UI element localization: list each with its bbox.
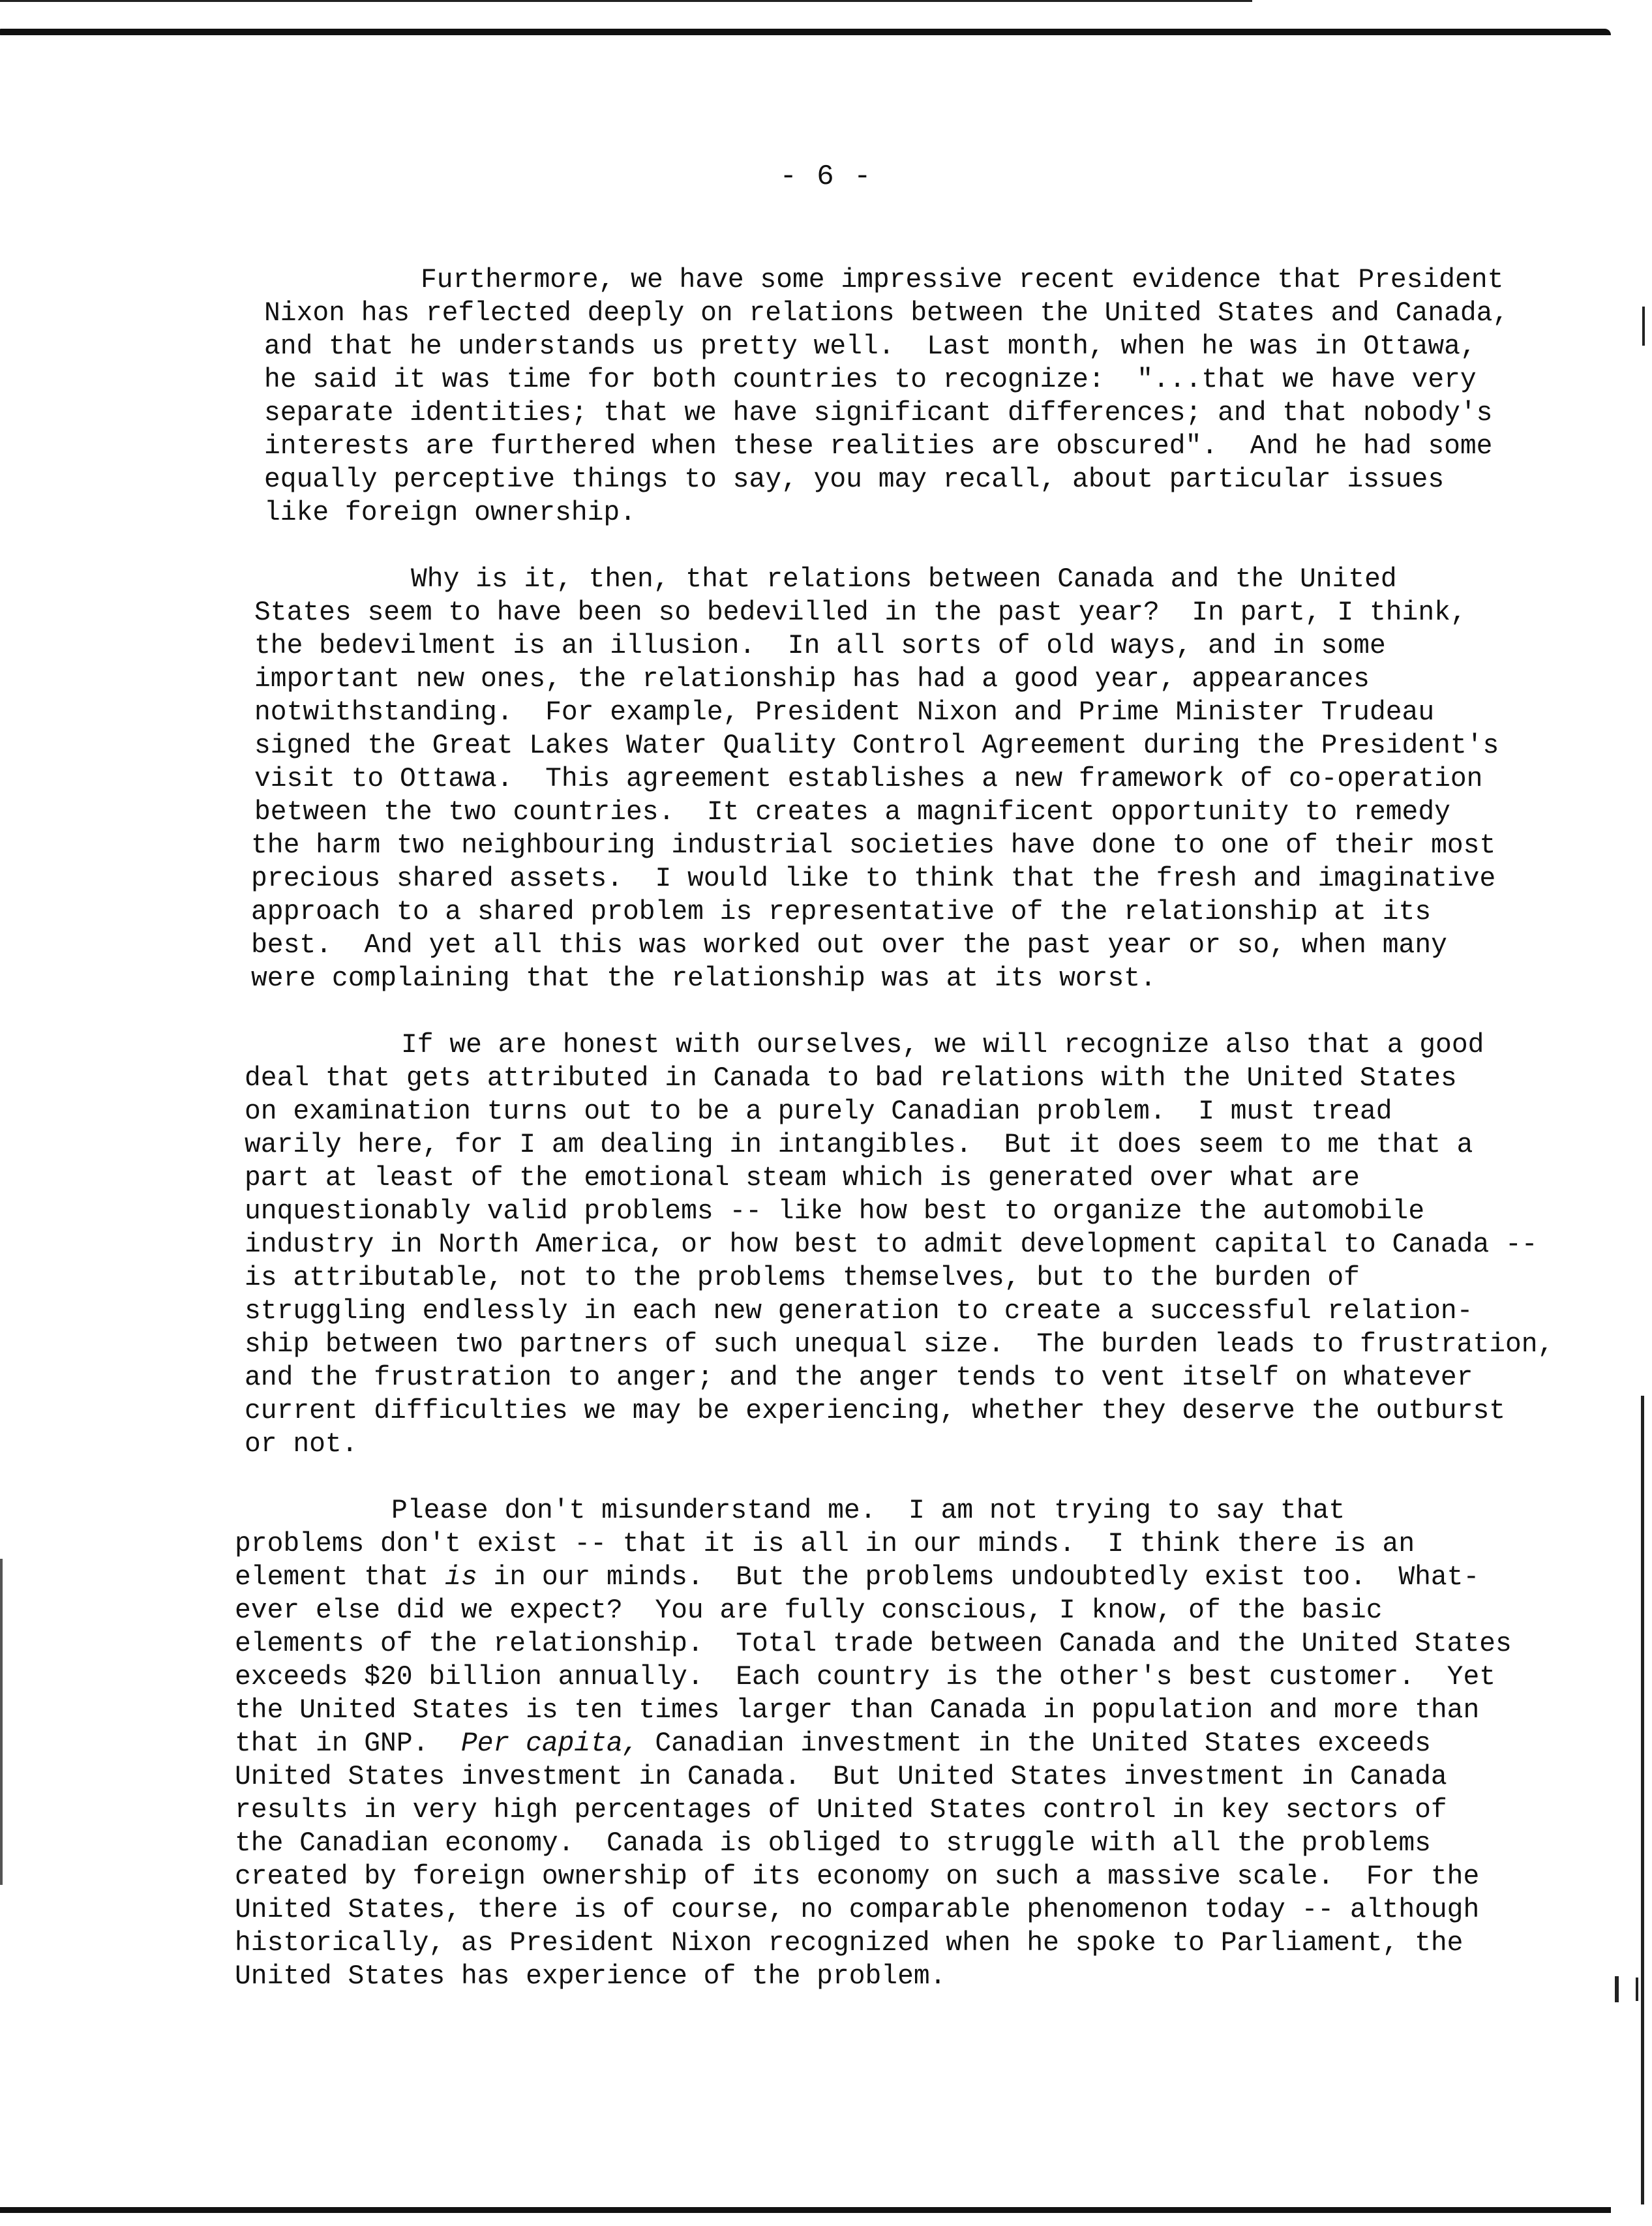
text-line: exceeds $20 billion annually. Each country is the other's best customer. Yet bbox=[235, 1662, 1496, 1692]
text-line: elements of the relationship. Total trade between Canada and the United States bbox=[235, 1629, 1512, 1659]
text-line: problems don't exist -- that it is all in our minds. I think there is an bbox=[235, 1529, 1415, 1559]
text-line: element that is in our minds. But the problems undoubtedly exist too. What- bbox=[235, 1563, 1480, 1593]
text-line: Why is it, then, that relations between Canada and the United bbox=[411, 565, 1397, 595]
text-line: approach to a shared problem is representative of the relationship at its bbox=[251, 897, 1432, 927]
scan-edge-bottom bbox=[0, 2207, 1611, 2213]
text-line: part at least of the emotional steam which is generated over what are bbox=[245, 1164, 1360, 1194]
text-line: States seem to have been so bedevilled in the past year? In part, I think, bbox=[254, 598, 1467, 628]
text-line: important new ones, the relationship has had a good year, appearances bbox=[254, 665, 1370, 695]
text-line: like foreign ownership. bbox=[264, 498, 636, 528]
text-line: Please don't misunderstand me. I am not trying to say that bbox=[391, 1496, 1345, 1526]
text-line: historically, as President Nixon recognized when he spoke to Parliament, the bbox=[235, 1929, 1464, 1959]
paragraph bbox=[235, 1029, 1591, 1462]
text-line: that in GNP. Per capita, Canadian investment in the United States exceeds bbox=[235, 1729, 1431, 1759]
text-line: unquestionably valid problems -- like how best to organize the automobile bbox=[245, 1197, 1425, 1227]
text-line: ship between two partners of such unequal size. The burden leads to frustration, bbox=[245, 1330, 1554, 1360]
text-line: or not. bbox=[245, 1430, 358, 1460]
paragraph bbox=[235, 1495, 1591, 1994]
scan-speck bbox=[1636, 1978, 1638, 2001]
text-line: the United States is ten times larger than Canada in population and more than bbox=[235, 1696, 1480, 1726]
text-line: he said it was time for both countries to recognize: "...that we have very bbox=[264, 365, 1477, 395]
text-line: If we are honest with ourselves, we will recognize also that a good bbox=[401, 1030, 1484, 1060]
scan-edge-top-thin bbox=[0, 0, 1252, 2]
text-line: current difficulties we may be experiencing, whether they deserve the outburst bbox=[245, 1396, 1506, 1426]
text-line: the bedevilment is an illusion. In all sorts of old ways, and in some bbox=[254, 631, 1386, 661]
text-line: Nixon has reflected deeply on relations between the United States and Canada, bbox=[264, 299, 1509, 329]
text-line: separate identities; that we have significant differences; and that nobody's bbox=[264, 399, 1493, 429]
text-line: visit to Ottawa. This agreement establishes a new framework of co-operation bbox=[254, 764, 1483, 794]
page-number: - 6 - bbox=[779, 160, 873, 193]
text-line: notwithstanding. For example, President Nixon and Prime Minister Trudeau bbox=[254, 698, 1435, 728]
text-line: precious shared assets. I would like to think that the fresh and imaginative bbox=[251, 864, 1496, 894]
scan-speck bbox=[1642, 307, 1645, 346]
text-line: interests are furthered when these realities are obscured". And he had some bbox=[264, 432, 1493, 462]
text-line: the Canadian economy. Canada is obliged to struggle with all the problems bbox=[235, 1829, 1431, 1859]
text-line: warily here, for I am dealing in intangibles. But it does seem to me that a bbox=[245, 1130, 1473, 1160]
text-line: between the two countries. It creates a magnificent opportunity to remedy bbox=[254, 798, 1450, 828]
text-line: is attributable, not to the problems themselves, but to the burden of bbox=[245, 1263, 1360, 1293]
text-line: on examination turns out to be a purely Canadian problem. I must tread bbox=[245, 1097, 1392, 1127]
text-line: United States, there is of course, no comparable phenomenon today -- although bbox=[235, 1895, 1480, 1925]
text-line: United States has experience of the problem. bbox=[235, 1962, 946, 1992]
scan-edge-top bbox=[0, 29, 1611, 35]
text-line: deal that gets attributed in Canada to bad relations with the United States bbox=[245, 1064, 1457, 1094]
paragraph bbox=[235, 564, 1591, 996]
text-line: equally perceptive things to say, you may recall, about particular issues bbox=[264, 465, 1445, 495]
text-line: industry in North America, or how best to admit development capital to Canada -- bbox=[245, 1230, 1538, 1260]
scan-speck bbox=[1615, 1976, 1619, 2002]
scan-edge-right bbox=[1641, 1396, 1644, 2204]
document-body bbox=[235, 264, 1591, 2027]
text-line: signed the Great Lakes Water Quality Control Agreement during the President's bbox=[254, 731, 1499, 761]
text-line: the harm two neighbouring industrial societies have done to one of their most bbox=[251, 831, 1496, 861]
text-line: best. And yet all this was worked out over the past year or so, when many bbox=[251, 931, 1447, 961]
text-line: ever else did we expect? You are fully conscious, I know, of the basic bbox=[235, 1596, 1383, 1626]
text-line: results in very high percentages of United States control in key sectors of bbox=[235, 1796, 1447, 1826]
text-line: United States investment in Canada. But United States investment in Canada bbox=[235, 1762, 1447, 1792]
scan-edge-left bbox=[0, 1559, 3, 1885]
text-line: created by foreign ownership of its economy on such a massive scale. For the bbox=[235, 1862, 1480, 1892]
text-line: were complaining that the relationship was at its worst. bbox=[251, 964, 1156, 994]
text-line: Furthermore, we have some impressive recent evidence that President bbox=[421, 265, 1504, 295]
text-line: and the frustration to anger; and the anger tends to vent itself on whatever bbox=[245, 1363, 1473, 1393]
text-line: and that he understands us pretty well. Last month, when he was in Ottawa, bbox=[264, 332, 1477, 362]
text-line: struggling endlessly in each new generation to create a successful relation- bbox=[245, 1297, 1473, 1327]
paragraph bbox=[235, 264, 1591, 530]
